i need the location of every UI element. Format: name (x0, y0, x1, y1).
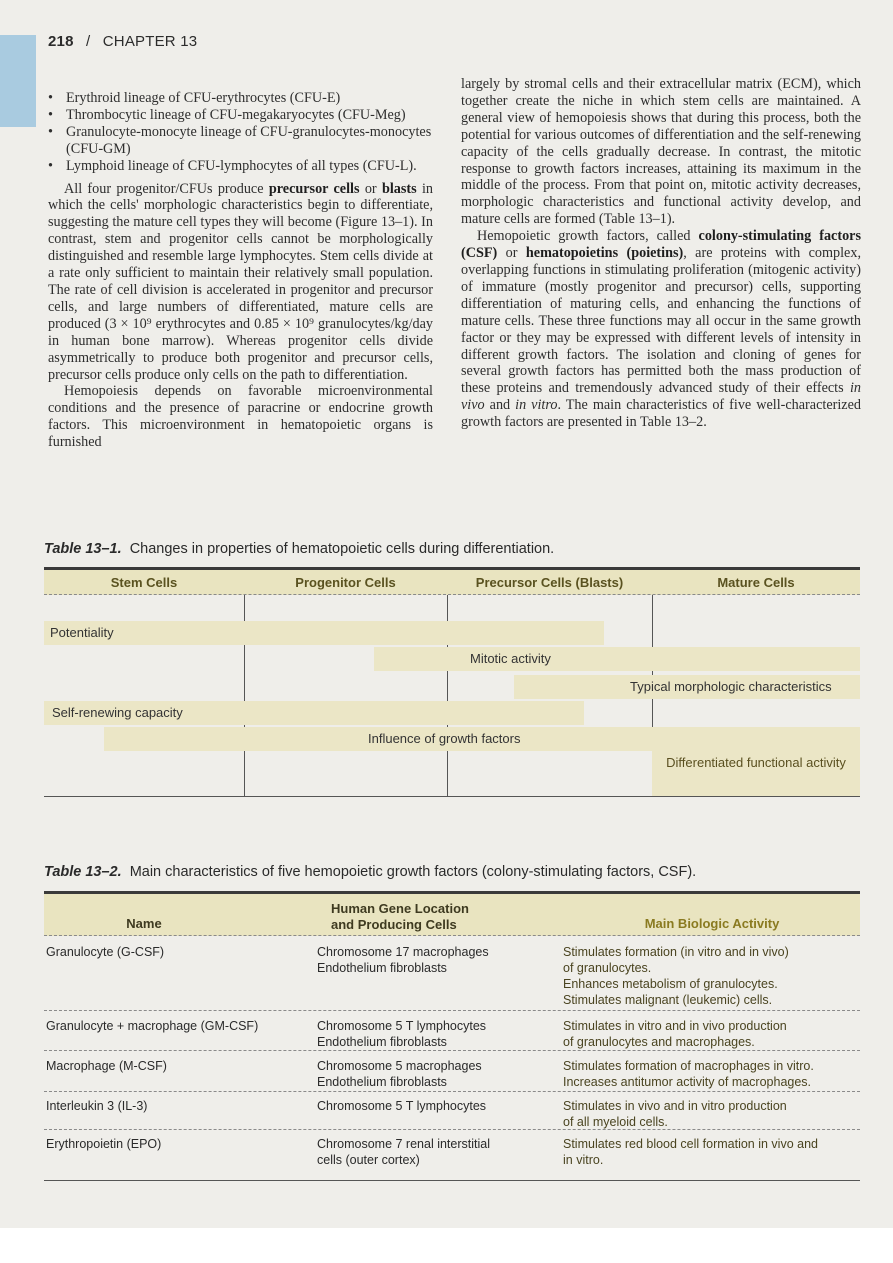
biologic-activity: Stimulates in vitro and in vivo production of granulocytes and macrophages. (563, 1019, 787, 1049)
header-stem-cells: Stem Cells (110, 575, 178, 590)
gene-location: Chromosome 7 renal interstitial cells (outer cortex) (317, 1137, 490, 1167)
page-number: 218 (48, 33, 74, 50)
list-item: • Thrombocytic lineage of CFU-megakaryocytes (CFU-Meg) (48, 107, 433, 124)
list-item: • Lymphoid lineage of CFU-lymphocytes of all types (CFU-L). (48, 158, 433, 175)
gene-location: Chromosome 5 macrophages Endothelium fibroblasts (317, 1059, 482, 1089)
factor-name: Macrophage (M-CSF) (46, 1059, 167, 1073)
table2-title (44, 864, 696, 880)
list-item: • Erythroid lineage of CFU-erythrocytes (CFU-E) (48, 90, 433, 107)
row-separator (44, 1091, 860, 1092)
header-gene-location: Human Gene Location and Producing Cells (331, 901, 469, 932)
gene-location: Chromosome 5 T lymphocytes Endothelium fibroblasts (317, 1019, 487, 1049)
band-self-renewing-capacity: Self-renewing capacity (44, 701, 584, 725)
table1 (44, 567, 860, 799)
paragraph: All four progenitor/CFUs produce precursor cells or blasts in which the cells' morphologic characteristics begin to differentiate, suggesting the mature cell types they will become (Figure 13–1). In contrast, stem and progenitor cells cannot be morphologically distinguished and resemble large lymphocytes. Stem cells divide at a rate only sufficient to maintain their relatively small population. The rate of cell division is accelerated in progenitor and precursor cells, and large numbers of differentiated, mature cells are produced (3 × 10⁹ erythrocytes and 0.85 × 10⁹ granulocytes/kg/day in human bone marrow). Whereas progenitor cells divide asymmetrically to produce both progenitor and precursor cells, precursor cells produce only cells on the path to differentiation. (48, 180, 433, 383)
gene-location: Chromosome 5 T lymphocytes (317, 1099, 487, 1113)
table2-caption: Main characteristics of five hemopoietic growth factors (colony-stimulating factors, CSF). (129, 864, 697, 880)
running-header (48, 33, 197, 50)
biologic-activity: Stimulates formation (in vitro and in vivo) of granulocytes. Enhances metabolism of granulocytes. Stimulates malignant (leukemic) cells. (563, 945, 789, 1007)
band-growth-factor-influence: Influence of growth factors (104, 727, 860, 751)
factor-name: Interleukin 3 (IL-3) (46, 1099, 148, 1113)
header-mature-cells: Mature Cells (717, 575, 795, 590)
left-column (48, 90, 433, 451)
table1-header-row (44, 570, 860, 595)
factor-name: Granulocyte + macrophage (GM-CSF) (46, 1019, 259, 1033)
gene-location: Chromosome 17 macrophages Endothelium fibroblasts (317, 945, 489, 975)
factor-name: Granulocyte (G-CSF) (46, 945, 165, 959)
row-separator (44, 1129, 860, 1130)
row-separator (44, 1010, 860, 1011)
factor-name: Erythropoietin (EPO) (46, 1137, 162, 1151)
table2-bottom-rule (44, 1180, 860, 1181)
paragraph: Hemopoietic growth factors, called colony-stimulating factors (CSF) or hematopoietins (poietins), are proteins with complex, overlapping functions in stimulating proliferation (mitogenic activity) of immature (mostly progenitor and precursor) cells, supporting differentiation of maturing cells, and enhancing the functions of mature cells. These three functions may all occur in the same growth factor or they may be expressed with different levels of intensity in different growth factors. The isolation and cloning of genes for several growth factors has permitted both the mass production of these proteins and tremendously advanced study of their effects in vivo and in vitro. The main characteristics of five well-characterized growth factors are presented in Table 13–2. (461, 228, 861, 431)
right-column (461, 76, 861, 431)
chapter-label: CHAPTER 13 (102, 33, 198, 50)
column-divider (652, 595, 653, 747)
biologic-activity: Stimulates red blood cell formation in vivo and in vitro. (563, 1137, 818, 1167)
header-separator: / (86, 33, 91, 50)
lineage-list (48, 90, 433, 175)
paragraph: Hemopoiesis depends on favorable microenvironmental conditions and the presence of paracrine or endocrine growth factors. This microenvironment in hematopoietic organs is furnished (48, 383, 433, 451)
biologic-activity: Stimulates formation of macrophages in vitro. Increases antitumor activity of macrophages. (563, 1059, 814, 1089)
list-item: • Granulocyte-monocyte lineage of CFU-granulocytes-monocytes (CFU-GM) (48, 124, 433, 158)
table2-label: Table 13–2. (44, 864, 122, 880)
paragraph: largely by stromal cells and their extracellular matrix (ECM), which together create the niche in which stem cells are maintained. A general view of hemopoiesis shows that during this process, both the potential for various outcomes of differentiation and the self-renewing capacity of the cells gradually decrease. In contrast, the mitotic response to growth factors increases, attaining its maximum in the middle of the process. From that point on, mitotic activity decreases, morphologic characteristics and functional activity develop, and mature cells are formed (Table 13–1). (461, 76, 861, 228)
band-mitotic-activity: Mitotic activity (374, 647, 860, 671)
table1-caption: Changes in properties of hematopoietic cells during differentiation. (129, 541, 555, 557)
header-name: Name (126, 916, 162, 931)
table2-header-row (44, 894, 860, 936)
band-potentiality: Potentiality (44, 621, 604, 645)
band-differentiated-activity: Differentiated functional activity (652, 747, 860, 796)
table1-bottom-rule (44, 796, 860, 797)
table1-title (44, 541, 554, 557)
table1-label: Table 13–1. (44, 541, 122, 557)
header-precursor-cells: Precursor Cells (Blasts) (475, 575, 624, 590)
biologic-activity: Stimulates in vivo and in vitro production of all myeloid cells. (563, 1099, 787, 1129)
band-morphologic-characteristics: Typical morphologic characteristics (514, 675, 860, 699)
row-separator (44, 1050, 860, 1051)
page-edge-tab (0, 35, 36, 127)
header-biologic-activity: Main Biologic Activity (644, 916, 780, 931)
header-progenitor-cells: Progenitor Cells (295, 575, 396, 590)
